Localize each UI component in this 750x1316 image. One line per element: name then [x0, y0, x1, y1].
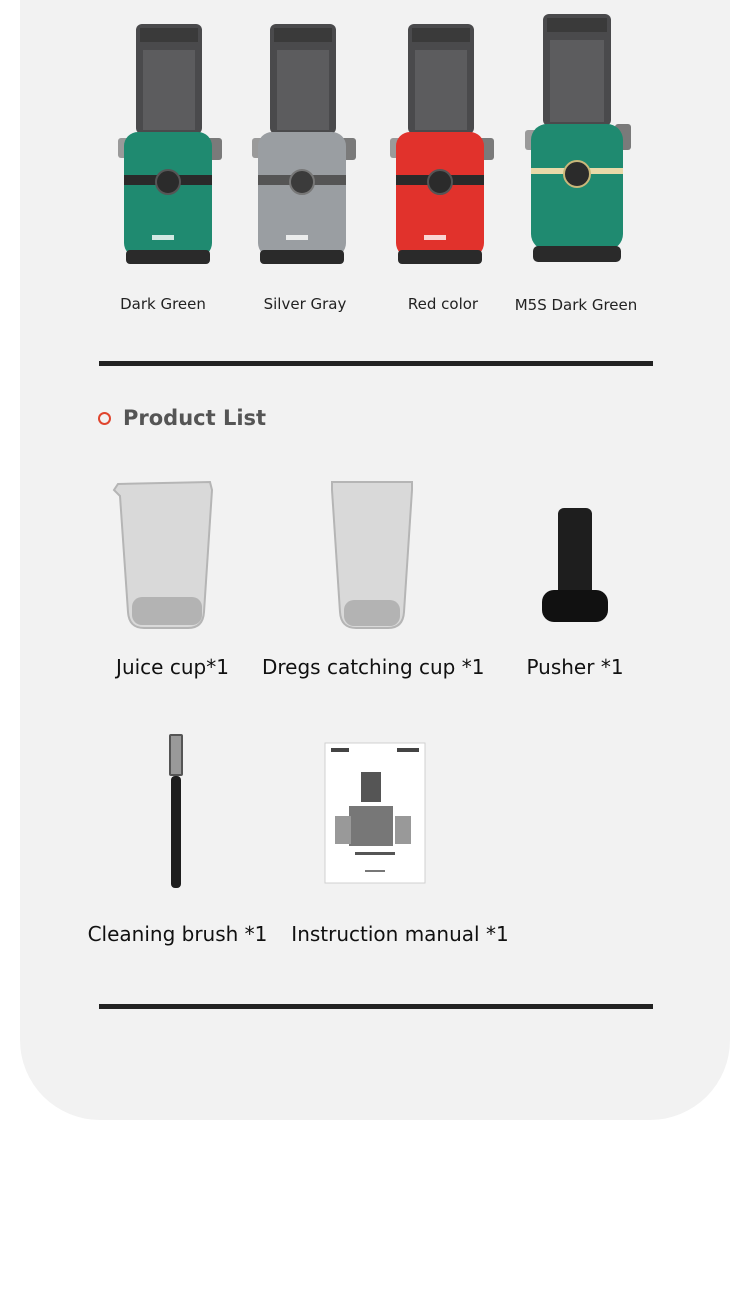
juicer-m5s-dark-green-image [501, 0, 651, 280]
item-dregs-catching-cup [262, 472, 485, 679]
cleaning-brush-image [85, 728, 270, 898]
variant-label: M5S Dark Green [514, 296, 638, 314]
divider-top [99, 361, 653, 366]
variant-label: Silver Gray [263, 295, 347, 313]
variant-red[interactable] [368, 0, 518, 330]
instruction-manual-image [285, 728, 515, 898]
variant-dark-green[interactable] [88, 0, 238, 330]
dregs-cup-image [262, 472, 482, 637]
variant-m5s-dark-green[interactable] [501, 0, 651, 330]
item-label: Dregs catching cup *1 [262, 655, 485, 679]
item-instruction-manual [285, 728, 515, 946]
item-label: Cleaning brush *1 [87, 922, 268, 946]
juicer-dark-green-image [88, 0, 238, 280]
juice-cup-image [100, 472, 245, 637]
item-label: Pusher *1 [526, 655, 624, 679]
circle-bullet-icon [98, 412, 111, 425]
variant-silver-gray[interactable] [230, 0, 380, 330]
item-juice-cup [100, 472, 245, 679]
item-cleaning-brush [85, 728, 270, 946]
section-title: Product List [123, 406, 267, 430]
item-label: Instruction manual *1 [291, 922, 509, 946]
divider-bottom [99, 1004, 653, 1009]
juicer-silver-gray-image [230, 0, 380, 280]
item-pusher [515, 472, 635, 679]
item-label: Juice cup*1 [116, 655, 229, 679]
variant-label: Dark Green [120, 295, 206, 313]
juicer-red-image [368, 0, 518, 280]
section-header [98, 402, 266, 434]
pusher-image [515, 472, 635, 637]
variant-label: Red color [407, 295, 479, 313]
